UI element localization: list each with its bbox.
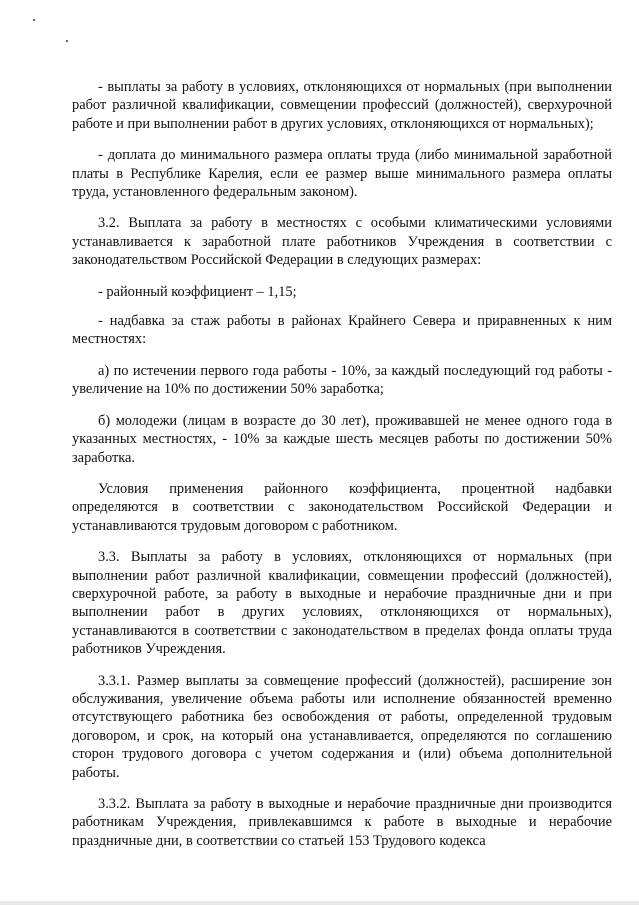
paragraph-item-b: б) молодежи (лицам в возрасте до 30 лет), проживавшей не менее одного года в указанных местностях, - 10% за каждые шесть месяцев работы по достижении 50% заработка.	[72, 412, 612, 466]
paragraph-northern-allowance: - надбавка за стаж работы в районах Крайнего Севера и приравненных к ним местностях:	[72, 313, 612, 348]
paragraph-conditions-of-application: Условия применения районного коэффициента, процентной надбавки определяются в соответствии с законодательством Российской Федерации и устанавливаются трудовым договором с работником.	[72, 480, 612, 534]
paragraph-3-3-abnormal-conditions: 3.3. Выплаты за работу в условиях, отклоняющихся от нормальных (при выполнении работ различной квалификации, совмещении профессий (должностей), сверхурочной работе, за работу в выходные и нерабочие праздничные дни и при выполнении работ в других условиях, отклоняющихся от нормальных), устанавливаются в соответствии с законодательством в пределах фонда оплаты труда работников Учреждения.	[72, 549, 612, 658]
document-page	[72, 78, 612, 863]
scan-speck-2	[66, 40, 68, 42]
paragraph-minimum-wage-supplement: - доплата до минимального размера оплаты труда (либо минимальной заработной платы в Республике Карелия, если ее размер выше минимального размера оплаты труда, установленного федеральным законом).	[72, 147, 612, 201]
paragraph-3-3-2-weekend-work: 3.3.2. Выплата за работу в выходные и нерабочие праздничные дни производится работникам Учреждения, привлекавшимся к работе в выходные и нерабочие праздничные дни, в соответствии со статьей 153 Трудового кодекса	[72, 796, 612, 849]
scan-speck-1	[33, 19, 35, 21]
paragraph-payments-abnormal-conditions: - выплаты за работу в условиях, отклоняющихся от нормальных (при выполнении работ различной квалификации, совмещении профессий (должностей), сверхурочной работе и при выполнении работ в других условиях, отклоняющихся от нормальных);	[72, 79, 612, 132]
paragraph-3-2-climatic-conditions: 3.2. Выплата за работу в местностях с особыми климатическими условиями устанавливается к заработной плате работников Учреждения в соответствии с законодательством Российской Федерации в следующих размерах:	[72, 215, 612, 269]
paragraph-item-a: а) по истечении первого года работы - 10%, за каждый последующий год работы - увеличение на 10% по достижении 50% заработка;	[72, 362, 612, 398]
scan-bottom-edge	[0, 901, 639, 905]
paragraph-regional-coefficient: - районный коэффициент – 1,15;	[98, 283, 297, 300]
paragraph-3-3-1-combination: 3.3.1. Размер выплаты за совмещение профессий (должностей), расширение зон обслуживания, увеличение объема работы или исполнение обязанностей временно отсутствующего работника без освобождения от работы, определенной трудовым договором, и срок, на который она устанавливается, определяются по соглашению сторон трудового договора с учетом содержания и (или) объема дополнительной работы.	[72, 672, 612, 781]
